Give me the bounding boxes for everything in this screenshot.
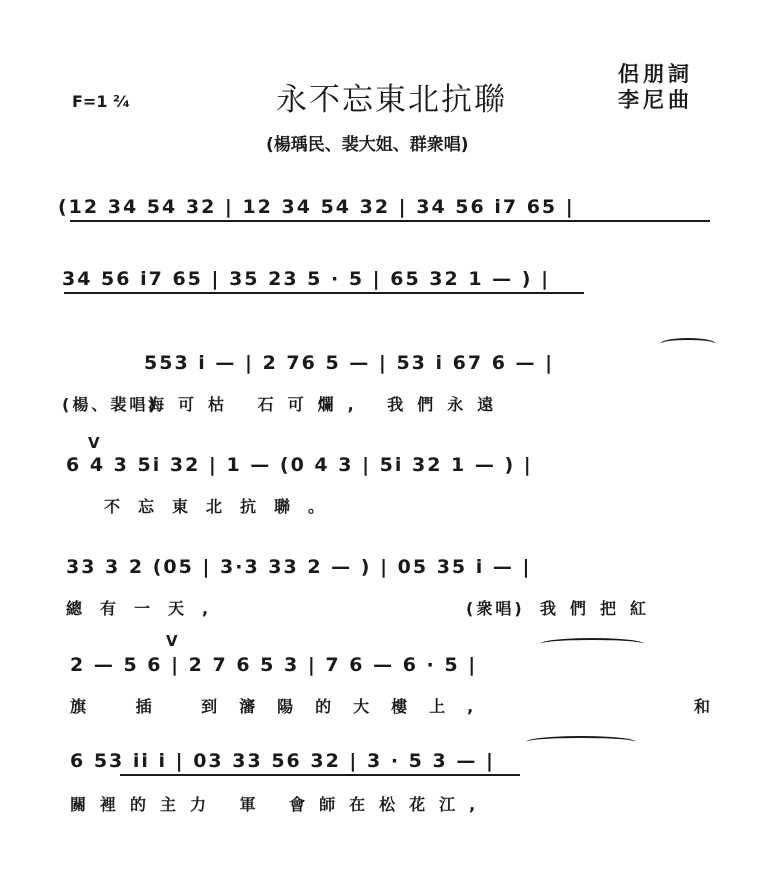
- lyric-row-5: 總有一天,: [66, 599, 227, 618]
- lyric-row-3: 海可枯 石可爛, 我們永遠: [148, 395, 508, 414]
- breath-mark-2: V: [166, 632, 178, 650]
- lyric-row-7: 關裡的主力 軍 會師在松花江,: [70, 795, 490, 814]
- score-row-6: 2 — 5 6 | 2 7 6 5 3 | 7 6 — 6 · 5 |: [70, 654, 478, 676]
- underline-row-1: [70, 220, 710, 222]
- lyricist-credit: 侶朋詞: [618, 61, 693, 86]
- underline-row-2: [64, 292, 584, 294]
- score-row-1: (12 34 54 32 | 12 34 54 32 | 34 56 i7 65 |: [58, 196, 575, 218]
- breath-mark: V: [88, 434, 100, 452]
- performers-subtitle: (楊瑀民、裴大姐、群衆唱): [266, 135, 469, 155]
- lyric-row-5-b: 我們把紅: [540, 599, 661, 618]
- score-row-5: 33 3 2 (05 | 3·3 33 2 — ) | 05 35 i — |: [66, 556, 532, 578]
- slur-row-3: [660, 338, 716, 350]
- lyric-row-6-b: 和: [694, 697, 714, 716]
- lyric-row-3-role: (楊、裴唱): [62, 395, 159, 414]
- underline-row-7: [120, 774, 520, 776]
- lyric-row-5-role: (衆唱): [466, 599, 525, 618]
- score-row-2: 34 56 i7 65 | 35 23 5 · 5 | 65 32 1 — ) |: [62, 268, 551, 290]
- key-signature: F=1 ²⁄₄: [72, 92, 130, 111]
- slur-row-6: [540, 638, 644, 650]
- score-row-3: 553 i — | 2 76 5 — | 53 i 67 6 — |: [144, 352, 555, 374]
- composer-credit: 李尼曲: [618, 87, 693, 112]
- lyric-row-6: 旗 插 到瀋陽的大樓上,: [70, 697, 496, 716]
- score-row-7: 6 53 ii i | 03 33 56 32 | 3 · 5 3 — |: [70, 750, 495, 772]
- song-title: 永不忘東北抗聯: [276, 82, 507, 118]
- lyric-row-4: 不忘東北抗聯。: [104, 497, 343, 516]
- score-row-4: 6 4 3 5i 32 | 1 — (0 4 3 | 5i 32 1 — ) |: [66, 454, 533, 476]
- slur-row-7: [526, 736, 636, 748]
